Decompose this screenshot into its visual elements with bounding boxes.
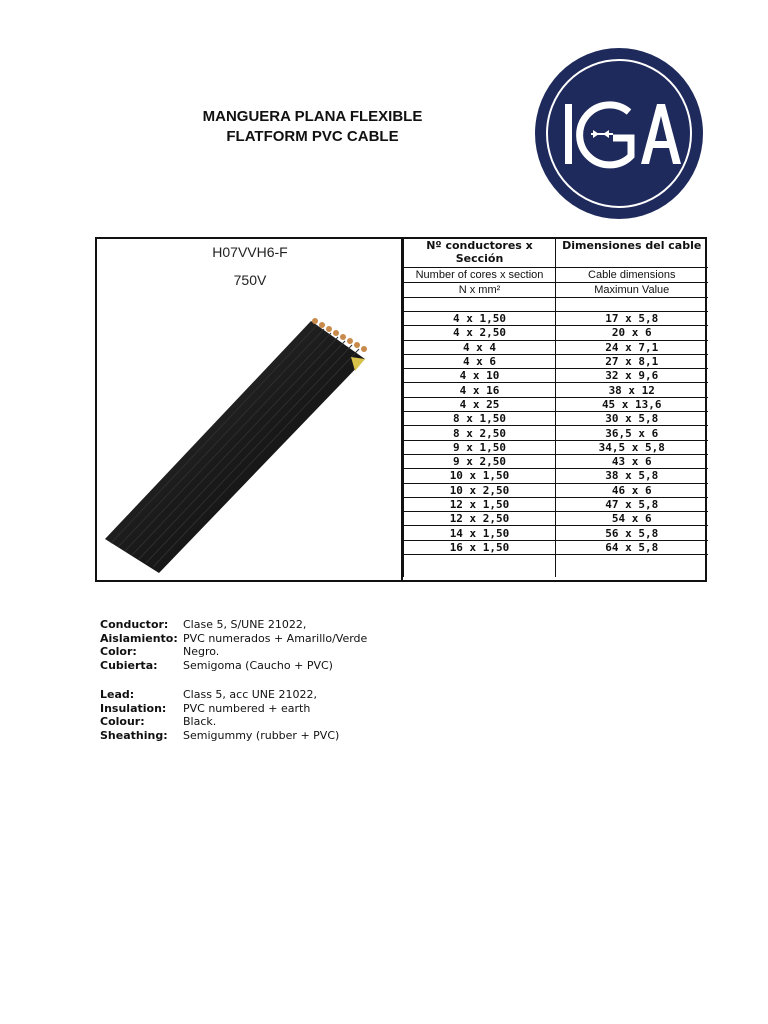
cores-section-cell: 9 x 2,50 [404, 454, 556, 468]
title-line-2: FLATFORM PVC CABLE [226, 128, 399, 145]
spec-value: Negro. [183, 645, 220, 658]
spec-value: Class 5, acc UNE 21022, [183, 688, 317, 701]
product-code: H07VVH6-F [212, 244, 288, 260]
table-row [404, 312, 708, 326]
dimension-cell: 38 x 12 [556, 383, 708, 397]
header-cores-section: Nº conductores x Sección [404, 239, 556, 268]
cores-section-cell: 4 x 2,50 [404, 326, 556, 340]
product-voltage: 750V [233, 272, 267, 288]
table-row [404, 369, 708, 383]
header-dimensions: Dimensiones del cable [556, 239, 708, 268]
blank-cell [556, 298, 708, 312]
table-row [404, 383, 708, 397]
cores-section-cell: 10 x 1,50 [404, 469, 556, 483]
spec-label: Cubierta: [100, 658, 158, 672]
cores-section-cell: 9 x 1,50 [404, 440, 556, 454]
cores-section-cell: 4 x 6 [404, 354, 556, 368]
dimension-cell: 24 x 7,1 [556, 340, 708, 354]
table-row [404, 440, 708, 454]
subheader-dimensions: Cable dimensions [556, 268, 708, 283]
document-title [150, 107, 475, 147]
unit-dimensions: Maximun Value [556, 283, 708, 298]
dimension-cell: 54 x 6 [556, 512, 708, 526]
cores-section-cell: 14 x 1,50 [404, 526, 556, 540]
cores-section-cell: 8 x 1,50 [404, 412, 556, 426]
spec-row [100, 618, 367, 632]
table-row [404, 497, 708, 511]
cable-photo [103, 311, 393, 576]
spec-label: Sheathing: [100, 728, 168, 742]
cores-section-cell: 8 x 2,50 [404, 426, 556, 440]
table-row [404, 412, 708, 426]
dimension-cell: 36,5 x 6 [556, 426, 708, 440]
title-line-1: MANGUERA PLANA FLEXIBLE [202, 108, 423, 125]
dimensions-table [403, 239, 707, 577]
spec-label: Lead: [100, 688, 135, 701]
dimension-cell: 56 x 5,8 [556, 526, 708, 540]
cores-section-cell: 16 x 1,50 [404, 540, 556, 554]
table-row [404, 326, 708, 340]
dimension-cell: 43 x 6 [556, 454, 708, 468]
dimension-cell: 45 x 13,6 [556, 397, 708, 411]
cores-section-cell: 4 x 16 [404, 383, 556, 397]
blank-cell [404, 555, 556, 578]
dimension-cell: 27 x 8,1 [556, 354, 708, 368]
dimension-cell: 47 x 5,8 [556, 497, 708, 511]
product-cell [97, 239, 403, 580]
subheader-cores-section: Number of cores x section [404, 268, 556, 283]
table-row [404, 483, 708, 497]
spanish-specs [100, 618, 367, 672]
table-row [404, 469, 708, 483]
dimension-cell: 64 x 5,8 [556, 540, 708, 554]
cores-section-cell: 4 x 10 [404, 369, 556, 383]
cores-section-cell: 4 x 1,50 [404, 312, 556, 326]
dimension-cell: 32 x 9,6 [556, 369, 708, 383]
spec-table-frame [95, 237, 707, 582]
spec-row [100, 715, 339, 729]
dimension-cell: 38 x 5,8 [556, 469, 708, 483]
dimension-cell: 34,5 x 5,8 [556, 440, 708, 454]
iga-logo [533, 46, 705, 221]
spec-row [100, 645, 367, 659]
spec-value: Semigoma (Caucho + PVC) [183, 658, 333, 672]
spec-value: Clase 5, S/UNE 21022, [183, 618, 307, 631]
spec-value: PVC numbered + earth [183, 701, 311, 715]
spec-label: Insulation: [100, 701, 167, 715]
dimension-cell: 30 x 5,8 [556, 412, 708, 426]
spec-value: Semigummy (rubber + PVC) [183, 728, 340, 742]
dimension-cell: 46 x 6 [556, 483, 708, 497]
table-row [404, 397, 708, 411]
table-row [404, 340, 708, 354]
cores-section-cell: 4 x 25 [404, 397, 556, 411]
table-row [404, 354, 708, 368]
table-row [404, 426, 708, 440]
spec-row [100, 688, 339, 702]
spec-label: Color: [100, 645, 137, 658]
blank-cell [404, 298, 556, 312]
spec-row [100, 659, 367, 673]
spec-value: Black. [183, 715, 217, 728]
cores-section-cell: 4 x 4 [404, 340, 556, 354]
cores-section-cell: 10 x 2,50 [404, 483, 556, 497]
table-row [404, 540, 708, 554]
blank-cell [556, 555, 708, 578]
spec-label: Aislamiento: [100, 631, 178, 645]
cores-section-cell: 12 x 2,50 [404, 512, 556, 526]
dimension-cell: 20 x 6 [556, 326, 708, 340]
spec-row [100, 632, 367, 646]
spec-row [100, 702, 339, 716]
dimension-cell: 17 x 5,8 [556, 312, 708, 326]
unit-cores-section: N x mm² [404, 283, 556, 298]
table-row [404, 512, 708, 526]
cores-section-cell: 12 x 1,50 [404, 497, 556, 511]
spec-label: Conductor: [100, 618, 169, 631]
table-row [404, 454, 708, 468]
english-specs [100, 688, 339, 742]
spec-label: Colour: [100, 715, 145, 728]
spec-value: PVC numerados + Amarillo/Verde [183, 631, 368, 645]
spec-row [100, 729, 339, 743]
table-row [404, 526, 708, 540]
